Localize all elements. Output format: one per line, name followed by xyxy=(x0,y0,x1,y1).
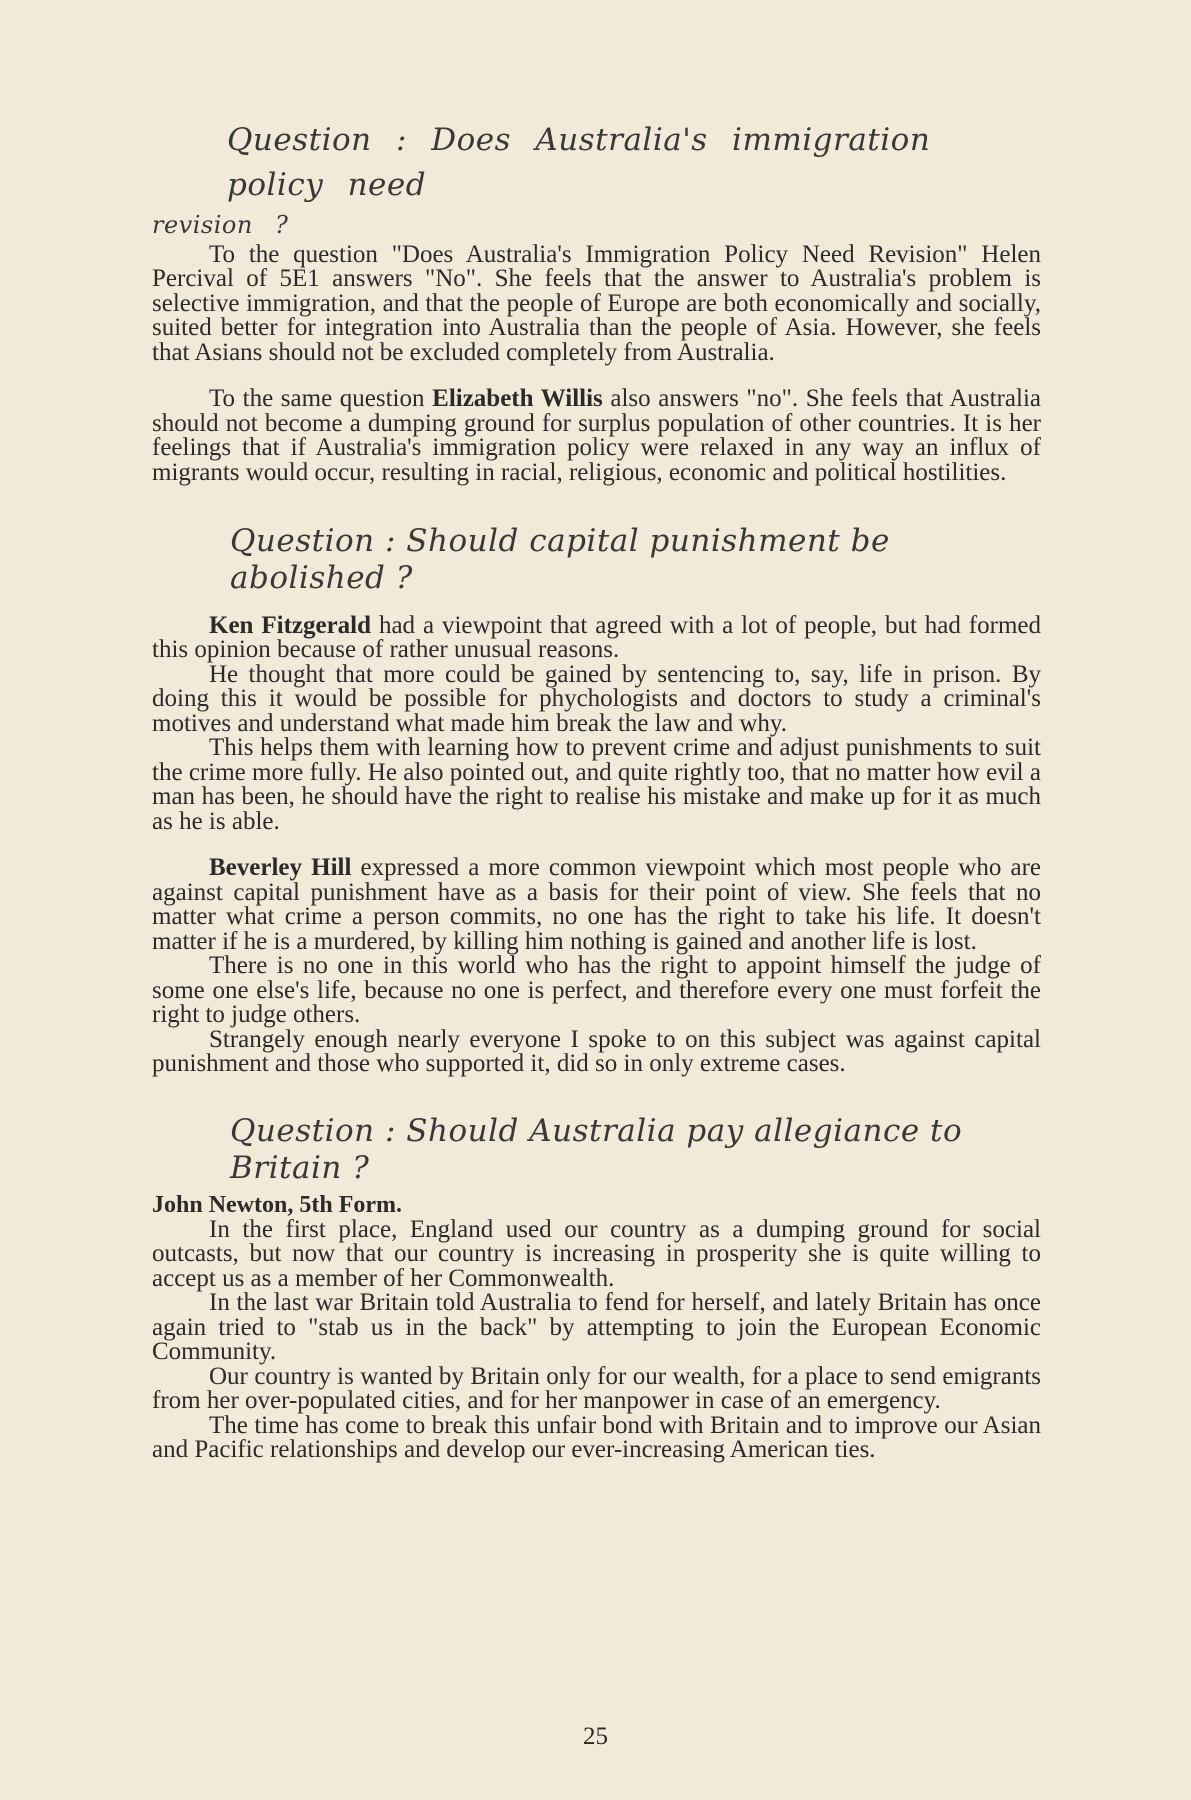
page-number: 25 xyxy=(583,1723,608,1750)
paragraph-fitzgerald xyxy=(152,611,1041,664)
paragraph-willis xyxy=(152,387,1041,485)
name-elizabeth-willis: Elizabeth Willis xyxy=(432,385,603,413)
paragraph-strangely: Strangely enough nearly everyone I spoke to on this subject was against capital punishment and those who supported it, did so in only extreme cases. xyxy=(152,1025,1041,1078)
paragraph-bond: The time has come to break this unfair bond with Britain and to improve our Asian and Pacific relationships and develop our ever-increasing American ties. xyxy=(152,1411,1041,1464)
paragraph-percival: To the question "Does Australia's Immigration Policy Need Revision" Helen Percival of 5E1 answers "No". She feels that the answer to Australia's problem is selective immigration, and that the people of Europe are both economically and socially, suited better for integration into Australia than the people of Asia. However, she feels that Asians should not be excluded completely from Australia. xyxy=(152,240,1041,366)
paragraph-willis-post: also answers "no". She feels that Australia should not become a dumping ground for surplus population of other countries. It is her feelings that if Australia's immigration policy were relaxed in any way an influx of migrants would occur, resulting in racial, religious, economic and political hostilities. xyxy=(152,385,1041,486)
paragraph-fitzgerald-post: had a viewpoint that agreed with a lot of people, but had formed this opinion because of rather unusual reasons. xyxy=(152,611,1041,664)
paragraph-england: In the first place, England used our country as a dumping ground for social outcasts, but now that our country is increasing in prosperity she is quite willing to accept us as a member of her Commonwealth. xyxy=(152,1215,1041,1292)
heading-immigration-lead: Question : Does Australia's immigration policy need xyxy=(227,122,931,203)
heading-immigration xyxy=(152,118,1041,243)
name-ken-fitzgerald: Ken Fitzgerald xyxy=(209,611,372,639)
heading-capital-punishment: Question : Should capital punishment be abolished ? xyxy=(230,523,890,597)
heading-allegiance: Question : Should Australia pay allegiance to Britain ? xyxy=(230,1112,963,1186)
paragraph-last-war: In the last war Britain told Australia to fend for herself, and lately Britain has once again tried to "stab us in the back" by attempting to join the European Economic Community. xyxy=(152,1289,1041,1366)
name-beverley-hill: Beverley Hill xyxy=(209,854,352,882)
paragraph-judge: There is no one in this world who has the right to appoint himself the judge of some one else's life, because no one is perfect, and therefore every one must forfeit the right to judge others. xyxy=(152,952,1041,1029)
paragraph-hill xyxy=(152,856,1041,954)
heading-immigration-cont: revision ? xyxy=(152,210,289,239)
paragraph-wealth: Our country is wanted by Britain only for our wealth, for a place to send emigrants from her over-populated cities, and for her manpower in case of an emergency. xyxy=(152,1362,1041,1415)
paragraph-prison: He thought that more could be gained by sentencing to, say, life in prison. By doing this it would be possible for phychologists and doctors to study a criminal's motives and understand what made him break the law and why. xyxy=(152,660,1041,737)
paragraph-crime: This helps them with learning how to prevent crime and adjust punishments to suit the crime more fully. He also pointed out, and quite rightly too, that no matter how evil a man has been, he should have the right to realise his mistake and make up for it as much as he is able. xyxy=(152,734,1041,835)
paragraph-willis-pre: To the same question xyxy=(209,385,433,413)
byline-john-newton: John Newton, 5th Form. xyxy=(152,1191,402,1218)
paragraph-hill-post: expressed a more common viewpoint which most people who are against capital punishment have as a basis for their point of view. She feels that no matter what crime a person commits, no one has the right to take his life. It doesn't matter if he is a murdered, by killing him nothing is gained and another life is lost. xyxy=(152,854,1041,955)
